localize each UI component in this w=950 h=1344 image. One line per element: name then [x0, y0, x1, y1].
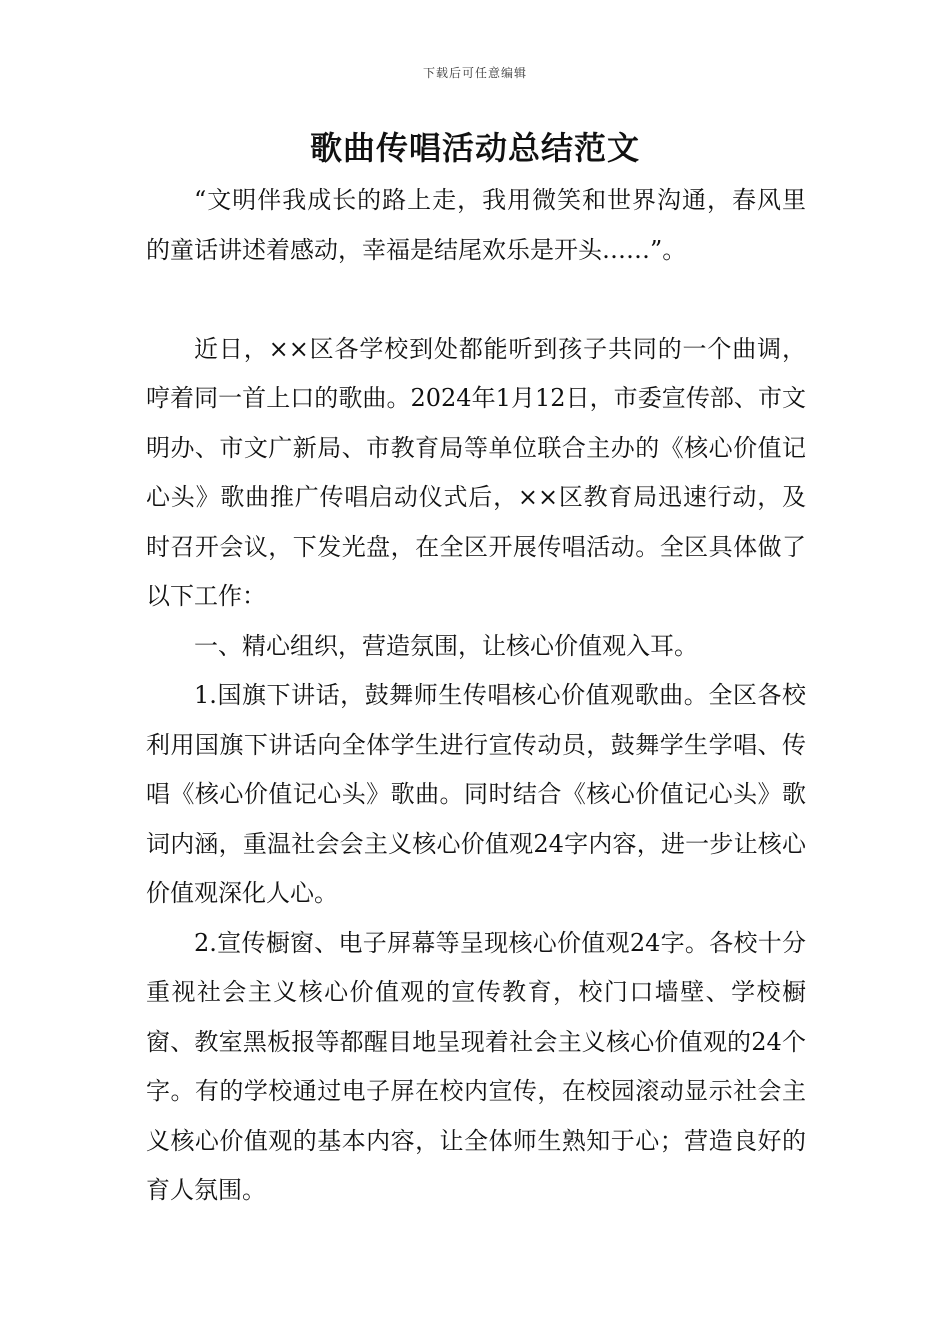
page-header-note: 下载后可任意编辑: [422, 66, 527, 80]
item-paragraph-2: 2.宣传橱窗、电子屏幕等呈现核心价值观24字。各校十分重视社会主义核心价值观的宣传教育，校门口墙壁、学校橱窗、教室黑板报等都醒目地呈现着社会主义核心价值观的24个字。有的学校通过电子屏在校内宣传，在校园滚动显示社会主义核心价值观的基本内容，让全体师生熟知于心；营造良好的育人氛围。: [146, 928, 806, 1204]
document-title: 歌曲传唱活动总结范文: [309, 129, 640, 167]
section-heading-1: 一、精心组织，营造氛围，让核心价值观入耳。: [194, 631, 698, 660]
item-paragraph-1: 1.国旗下讲话，鼓舞师生传唱核心价值观歌曲。全区各校利用国旗下讲话向全体学生进行宣传动员，鼓舞学生学唱、传唱《核心价值记心头》歌曲。同时结合《核心价值记心头》歌词内涵，重温社会会主义核心价值观24字内容，进一步让核心价值观深化人心。: [146, 681, 806, 907]
opening-quote-paragraph: “文明伴我成长的路上走，我用微笑和世界沟通，春风里的童话讲述着感动，幸福是结尾欢乐是开头……”。: [146, 186, 806, 264]
document-body: [146, 176, 806, 1216]
blank-line: [146, 275, 806, 325]
intro-paragraph: 近日，××区各学校到处都能听到孩子共同的一个曲调，哼着同一首上口的歌曲。2024年1月12日，市委宣传部、市文明办、市文广新局、市教育局等单位联合主办的《核心价值记心头》歌曲推广传唱启动仪式后，××区教育局迅速行动，及时召开会议，下发光盘，在全区开展传唱活动。全区具体做了以下工作：: [146, 334, 806, 610]
